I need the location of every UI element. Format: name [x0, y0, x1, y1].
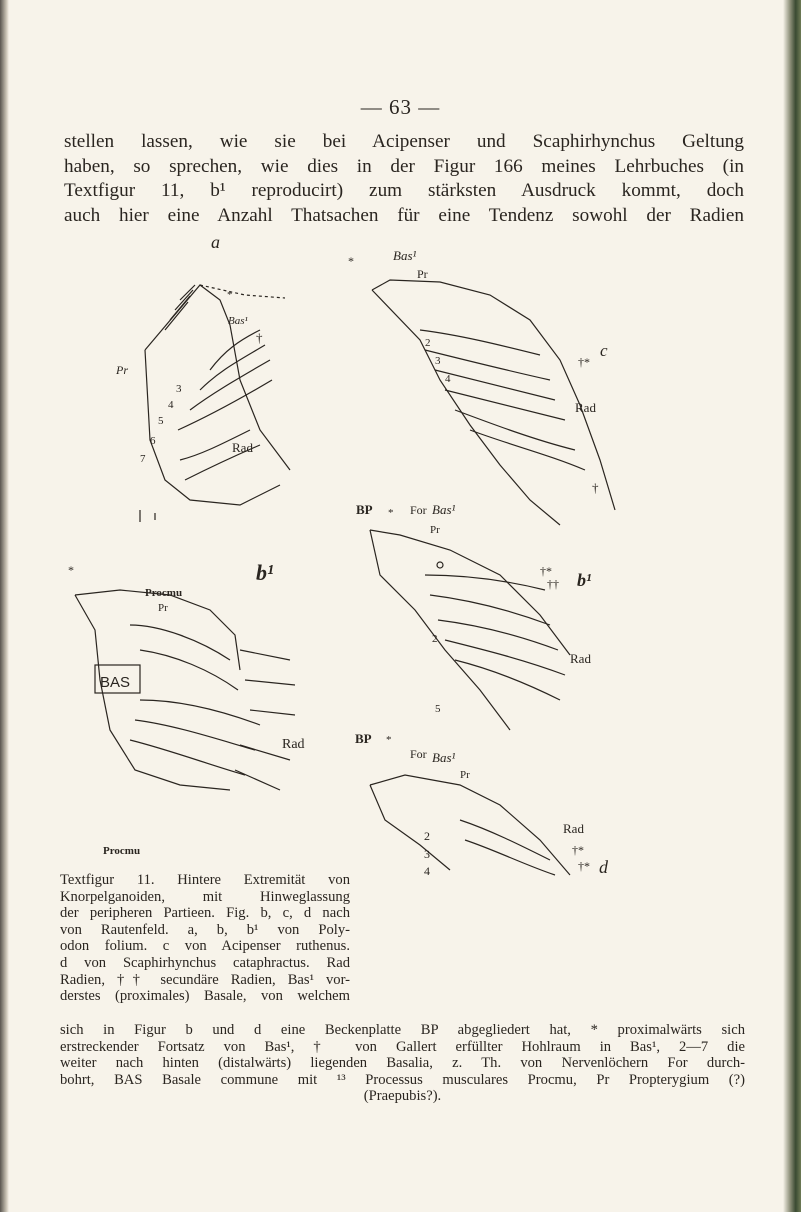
b1-rad: Rad — [282, 737, 305, 752]
panel-label-b1: b¹ — [256, 560, 274, 585]
a-n4: 4 — [168, 399, 174, 411]
b-n2: 2 — [432, 633, 438, 645]
c-dagger2: † — [592, 480, 599, 495]
caption-line: derstes (proximales) Basale, von welchem — [60, 988, 350, 1005]
a-bas1: Bas¹ — [228, 315, 248, 327]
d-bp: BP — [355, 731, 372, 746]
d-n2: 2 — [424, 829, 430, 843]
c-pr: Pr — [417, 267, 428, 281]
body-line: auch hier eine Anzahl Thatsachen für eine Tendenz sowohl der Radien — [64, 204, 744, 226]
scan-edge-left — [0, 0, 9, 1212]
b1-pr: Pr — [158, 602, 168, 614]
b-star: * — [388, 507, 394, 519]
b-pr: Pr — [430, 524, 440, 536]
figure-caption-wide — [60, 1022, 745, 1105]
b-dd: †* — [540, 564, 552, 578]
a-n5: 5 — [158, 415, 164, 427]
caption-line: von Rautenfeld. a, b, b¹ von Poly- — [60, 921, 350, 938]
b1-procmu2: Procmu — [103, 845, 141, 857]
caption-line: (Praepubis?). — [363, 1088, 442, 1105]
d-bas1: Bas¹ — [432, 750, 456, 765]
a-n3: 3 — [176, 383, 182, 395]
b1-bas: BAS — [100, 674, 131, 691]
b1-procmu: Procmu — [145, 587, 183, 599]
b-ddag: †† — [547, 577, 559, 591]
panel-b-drawing — [356, 502, 591, 730]
c-dagger-star: †* — [578, 355, 590, 369]
c-n3: 3 — [435, 355, 441, 367]
d-n4: 4 — [424, 864, 430, 878]
a-rad: Rad — [232, 440, 253, 455]
b-for: For — [410, 503, 427, 517]
panel-c-drawing — [348, 248, 615, 525]
d-rad: Rad — [563, 821, 584, 836]
c-bas1: Bas¹ — [393, 248, 417, 263]
body-line: haben, so sprechen, wie dies in der Figur 166 meines Lehrbuches (in — [64, 155, 744, 177]
caption-line: Knorpelganoiden, mit Hinweglassung — [60, 888, 350, 905]
caption-line: Textfigur 11. Hintere Extremität von — [60, 872, 350, 888]
c-star: * — [348, 254, 354, 268]
panel-d-drawing — [355, 731, 609, 878]
panel-label-a: a — [211, 232, 220, 252]
a-n7: 7 — [140, 453, 146, 465]
panel-a-drawing — [115, 232, 290, 522]
b-bp: BP — [356, 502, 373, 517]
panel-label-d: d — [599, 857, 608, 877]
caption-line: erstreckender Fortsatz von Bas¹, † von Gallert erfüllter Hohlraum in Bas¹, 2—7 die — [60, 1038, 745, 1055]
page-number: — 63 — — [360, 95, 441, 119]
caption-line: weiter nach hinten (distalwärts) liegenden Basalia, z. Th. von Nervenlöchern For durch- — [60, 1055, 745, 1072]
d-n3: 3 — [424, 847, 430, 861]
panel-label-b: b¹ — [577, 570, 592, 590]
c-rad: Rad — [575, 400, 596, 415]
caption-line: sich in Figur b und d eine Beckenplatte BP abgegliedert hat, * proximalwärts sich — [60, 1022, 745, 1038]
c-n4: 4 — [445, 373, 451, 385]
b-rad: Rad — [570, 651, 591, 666]
scan-edge-right — [783, 0, 801, 1212]
caption-line: Radien, †† secundäre Radien, Bas¹ vor- — [60, 971, 350, 988]
caption-line: bohrt, BAS Basale commune mit ¹³ Processus musculares Procmu, Pr Propterygium (?) — [60, 1071, 745, 1088]
anatomical-figure — [60, 230, 660, 880]
body-line: Textfigur 11, b¹ reproducirt) zum stärksten Ausdruck kommt, doch — [64, 180, 744, 201]
caption-line: der peripheren Partieen. Fig. b, c, d nach — [60, 905, 350, 922]
panel-label-c: c — [600, 341, 608, 360]
caption-line: d von Scaphirhynchus cataphractus. Rad — [60, 954, 350, 971]
caption-line: odon folium. c von Acipenser ruthenus. — [60, 938, 350, 955]
figure-caption-column — [60, 872, 350, 1005]
panel-b1-drawing — [68, 560, 305, 857]
b1-star: * — [68, 563, 74, 577]
d-dd: †* — [572, 843, 584, 857]
c-n2: 2 — [425, 337, 431, 349]
d-pr: Pr — [460, 769, 470, 781]
a-n6: 6 — [150, 435, 156, 447]
b-n5: 5 — [435, 703, 441, 715]
d-ddag: †* — [578, 859, 590, 873]
body-paragraph — [64, 130, 744, 228]
a-star: * — [227, 289, 233, 301]
d-star: * — [386, 734, 392, 746]
body-line: stellen lassen, wie sie bei Acipenser und Scaphirhynchus Geltung — [64, 131, 744, 152]
b-bas1: Bas¹ — [432, 502, 456, 517]
d-for: For — [410, 747, 427, 761]
a-dagger: † — [256, 330, 263, 345]
a-pr: Pr — [116, 363, 128, 377]
